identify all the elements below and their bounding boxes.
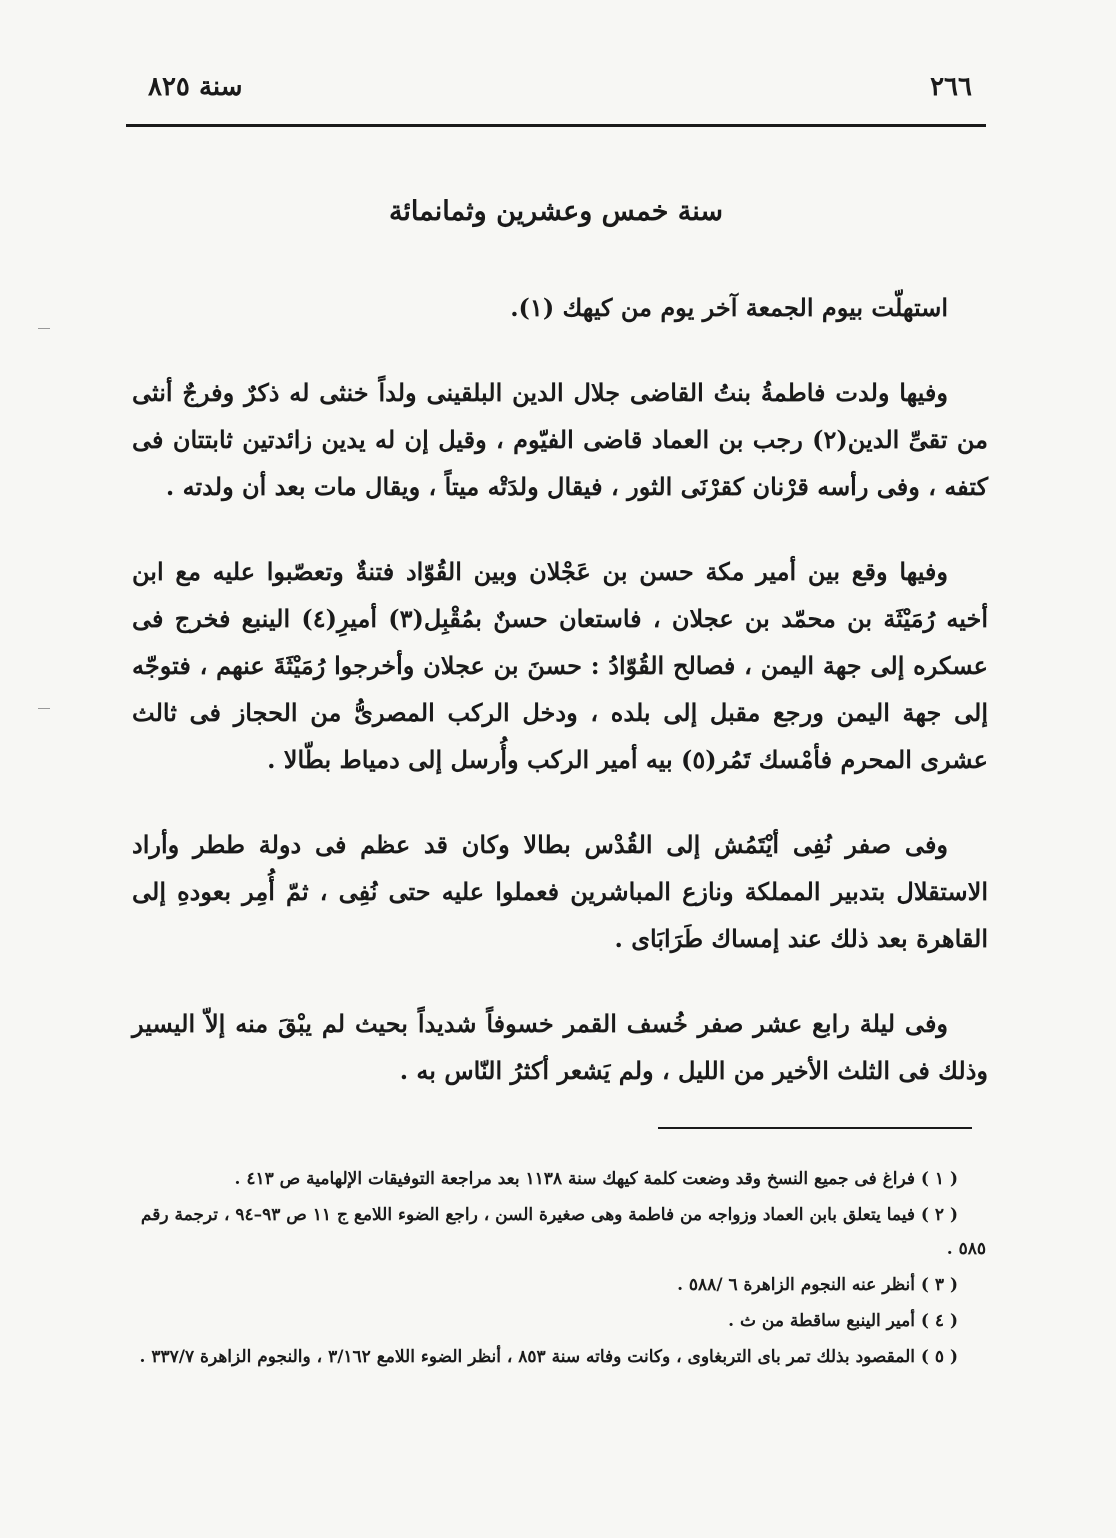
page-number: ٢٦٦	[930, 72, 972, 102]
margin-mark	[38, 328, 50, 329]
paragraph-2: وفيها ولدت فاطمةُ بنتُ القاضى جلال الدين البلقينى ولداً خنثى له ذكرٌ وفرجٌ أنثى من تقىِّ الدين(٢) رجب بن العماد قاضى الفيّوم ، وقيل إن له يدين زائدتين ثابتتان فى كتفه ، وفى رأسه قرْنان كقرْنَى الثور ، فيقال ولدَتْه ميتاً ، ويقال مات بعد أن ولدته .	[132, 378, 988, 501]
margin-mark	[38, 708, 50, 709]
footnote-1: ( ١ ) فراغ فى جميع النسخ وقد وضعت كلمة كيهك سنة ١١٣٨ بعد مراجعة التوفيقات الإلهامية ص ٤١٣ .	[234, 1169, 958, 1189]
paragraph-1: استهلّت بيوم الجمعة آخر يوم من كيهك (١).	[510, 293, 948, 322]
body-text	[132, 284, 988, 1132]
footnote-5: ( ٥ ) المقصود بذلك تمر باى التربغاوى ، وكانت وفاته سنة ٨٥٣ ، أنظر الضوء اللامع ٣/١٦٢ ، والنجوم الزاهرة ٣٣٧/٧ .	[139, 1347, 958, 1367]
footnote-3: ( ٣ ) أنظر عنه النجوم الزاهرة ٦ /٥٨٨ .	[677, 1275, 958, 1295]
footnote-rule	[658, 1127, 972, 1129]
footnote-2: ( ٢ ) فيما يتعلق بابن العماد وزواجه من فاطمة وهى صغيرة السن ، راجع الضوء اللامع ج ١١ ص ٩٣–٩٤ ، ترجمة رقم ٥٨٥ .	[140, 1205, 986, 1259]
paragraph-4: وفى صفر نُفِى أيْتَمُش إلى القُدْس بطالا وكان قد عظم فى دولة ططر وأراد الاستقلال بتدبير المملكة ونازع المباشرين فعملوا عليه حتى نُفِى ، ثمّ أُمِر بعودهِ إلى القاهرة بعد ذلك عند إمساك طَرَابَاى .	[132, 830, 988, 953]
paragraph-5: وفى ليلة رابع عشر صفر خُسف القمر خسوفاً شديداً بحيث لم يبْقَ منه إلاّ اليسير وذلك فى الثلث الأخير من الليل ، ولم يَشعر أكثرُ النّاس به .	[132, 1009, 988, 1085]
footnotes	[130, 1162, 986, 1376]
section-title: سنة خمس وعشرين وثمانمائة	[388, 196, 724, 227]
footnote-4: ( ٤ ) أمير الينبع ساقطة من ث .	[728, 1311, 958, 1331]
paragraph-3: وفيها وقع بين أمير مكة حسن بن عَجْلان وبين القُوّاد فتنةٌ وتعصّبوا عليه مع ابن أخيه رُمَيْثَة بن محمّد بن عجلان ، فاستعان حسنٌ بمُقْبِل(٣) أميرِ(٤) الينبع فخرج فى عسكره إلى جهة اليمن ، فصالح القُوّادُ : حسنَ بن عجلان وأخرجوا رُمَيْثَةَ عنهم ، فتوجّه إلى جهة اليمن ورجع مقبل إلى بلده ، ودخل الركب المصرىُّ من الحجاز فى ثالث عشرى المحرم فأمْسك تَمُر(٥) بيه أمير الركب وأُرسل إلى دمياط بطّالا .	[132, 557, 989, 774]
page-header	[128, 70, 986, 110]
header-rule	[126, 124, 986, 127]
running-head: سنة ٨٢٥	[148, 72, 243, 102]
